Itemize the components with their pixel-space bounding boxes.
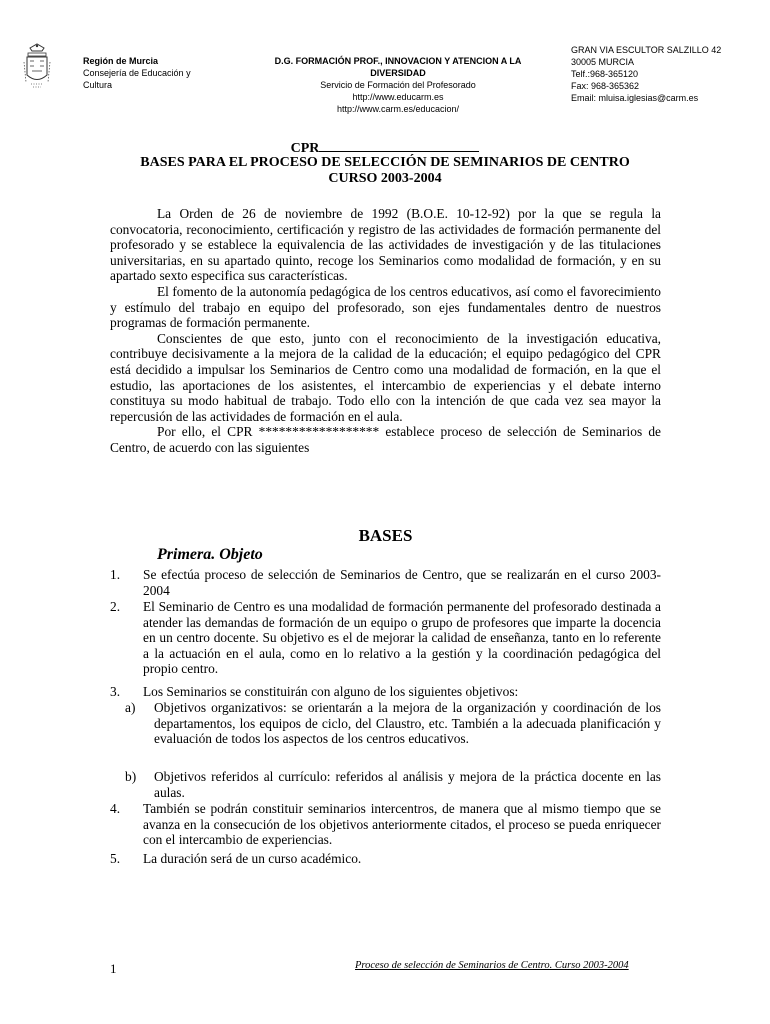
section-primera-heading: Primera. Objeto — [157, 546, 263, 563]
carm-link[interactable]: http://www.carm.es/educacion/ — [336, 104, 460, 114]
list-item: Los Seminarios se constituirán con alguno de los siguientes objetivos: — [143, 684, 519, 699]
list-item: También se podrán constituir seminarios intercentros, de manera que al mismo tiempo que se avanza en la consecución de los objetivos anteriormente citados, el proceso se pueda enriquecer con el intercambio de experiencias. — [143, 801, 661, 848]
region-name: Región de Murcia — [83, 56, 159, 66]
educarm-link[interactable]: http://www.educarm.es — [352, 92, 444, 102]
footer-text: Proceso de selección de Seminarios de Centro. Curso 2003-2004 — [355, 960, 629, 971]
sub-item: Objetivos organizativos: se orientarán a la mejora de la organización y coordinación de los departamentos, los equipos de ciclo, del Claustro, etc. También a la adecuada planificación y evaluación de todos los aspectos de los centros educativos. — [154, 700, 661, 747]
region-murcia-crest-icon — [22, 42, 52, 92]
intro-paragraph-4: Por ello, el CPR ****************** establece proceso de selección de Seminarios de Centro, de acuerdo con las siguientes — [110, 424, 661, 455]
bases-heading: BASES — [358, 526, 413, 545]
list-item-number: 5. — [110, 851, 121, 866]
address-line1: GRAN VIA ESCULTOR SALZILLO 42 — [571, 45, 722, 55]
list-item: La duración será de un curso académico. — [143, 851, 362, 866]
sub-item: Objetivos referidos al currículo: referidos al análisis y mejora de la práctica docente en las aulas. — [154, 769, 661, 800]
cpr-label: CPR — [290, 141, 320, 156]
consejeria-line2: Cultura — [83, 80, 113, 90]
document-subtitle: CURSO 2003-2004 — [328, 171, 442, 186]
consejeria-line1: Consejería de Educación y — [83, 68, 191, 78]
cpr-blank-line — [319, 139, 479, 152]
list-item-number: 4. — [110, 801, 121, 816]
sub-item-letter: a) — [125, 700, 136, 715]
intro-paragraph-3: Conscientes de que esto, junto con el reconocimiento de la investigación educativa, contribuye decisivamente a la mejora de la calidad de la educación; el equipo pedagógico del CPR está decidido a impulsar los Seminarios de Centro como una modalidad de formación, en la que el estudio, las aportaciones de los asistentes, el intercambio de experiencias y el debate interno constituya su modo habitual de trabajo. Todo ello con la intención de que cada vez sea mayor la repercusión de las actividades de formación en el aula. — [110, 330, 661, 424]
intro-paragraph-2: El fomento de la autonomía pedagógica de los centros educativos, así como el favorecimiento y estímulo del trabajo en equipo del profesorado, son ejes fundamentales dentro de nuestros programas de formación permanente. — [110, 283, 661, 331]
header-center — [248, 55, 548, 115]
service-name: Servicio de Formación del Profesorado — [320, 80, 476, 90]
page-number: 1 — [110, 961, 117, 976]
intro-section — [110, 206, 661, 456]
sub-item-letter: b) — [125, 769, 137, 784]
header-left — [83, 55, 243, 91]
address-line2: 30005 MURCIA — [571, 57, 635, 67]
document-title: BASES PARA EL PROCESO DE SELECCIÓN DE SEMINARIOS DE CENTRO — [140, 155, 630, 170]
header-right — [571, 44, 761, 104]
email[interactable]: Email: mluisa.iglesias@carm.es — [571, 93, 699, 103]
directorate-line2: DIVERSIDAD — [370, 68, 426, 78]
list-item: Se efectúa proceso de selección de Seminarios de Centro, que se realizarán en el curso 2003-2004 — [143, 567, 661, 598]
directorate-line1: D.G. FORMACIÓN PROF., INNOVACION Y ATENCION A LA — [274, 56, 522, 66]
list-item: El Seminario de Centro es una modalidad de formación permanente del profesorado destinada a atender las demandas de formación de un equipo o grupo de profesores que imparte la docencia en un centro docente. Su objetivo es el de mejorar la calidad de enseñanza, tanto en lo referente a la actuación en el aula, como en lo relativo a la gestión y la coordinación pedagógica del propio centro. — [143, 599, 661, 677]
phone: Telf.:968-365120 — [571, 69, 639, 79]
list-item-number: 2. — [110, 599, 121, 614]
intro-paragraph-1: La Orden de 26 de noviembre de 1992 (B.O.E. 10-12-92) por la que se regula la convocatoria, reconocimiento, certificación y registro de las actividades de formación permanente del profesorado y se establece la equivalencia de las actividades de investigación y de las titulaciones universitarias, en su apartado quinto, recoge los Seminarios como modalidad de formación, y en su apartado sexto especifica sus características. — [110, 206, 661, 284]
list-item-number: 3. — [110, 684, 121, 699]
fax: Fax: 968-365362 — [571, 81, 640, 91]
list-item-number: 1. — [110, 567, 121, 582]
